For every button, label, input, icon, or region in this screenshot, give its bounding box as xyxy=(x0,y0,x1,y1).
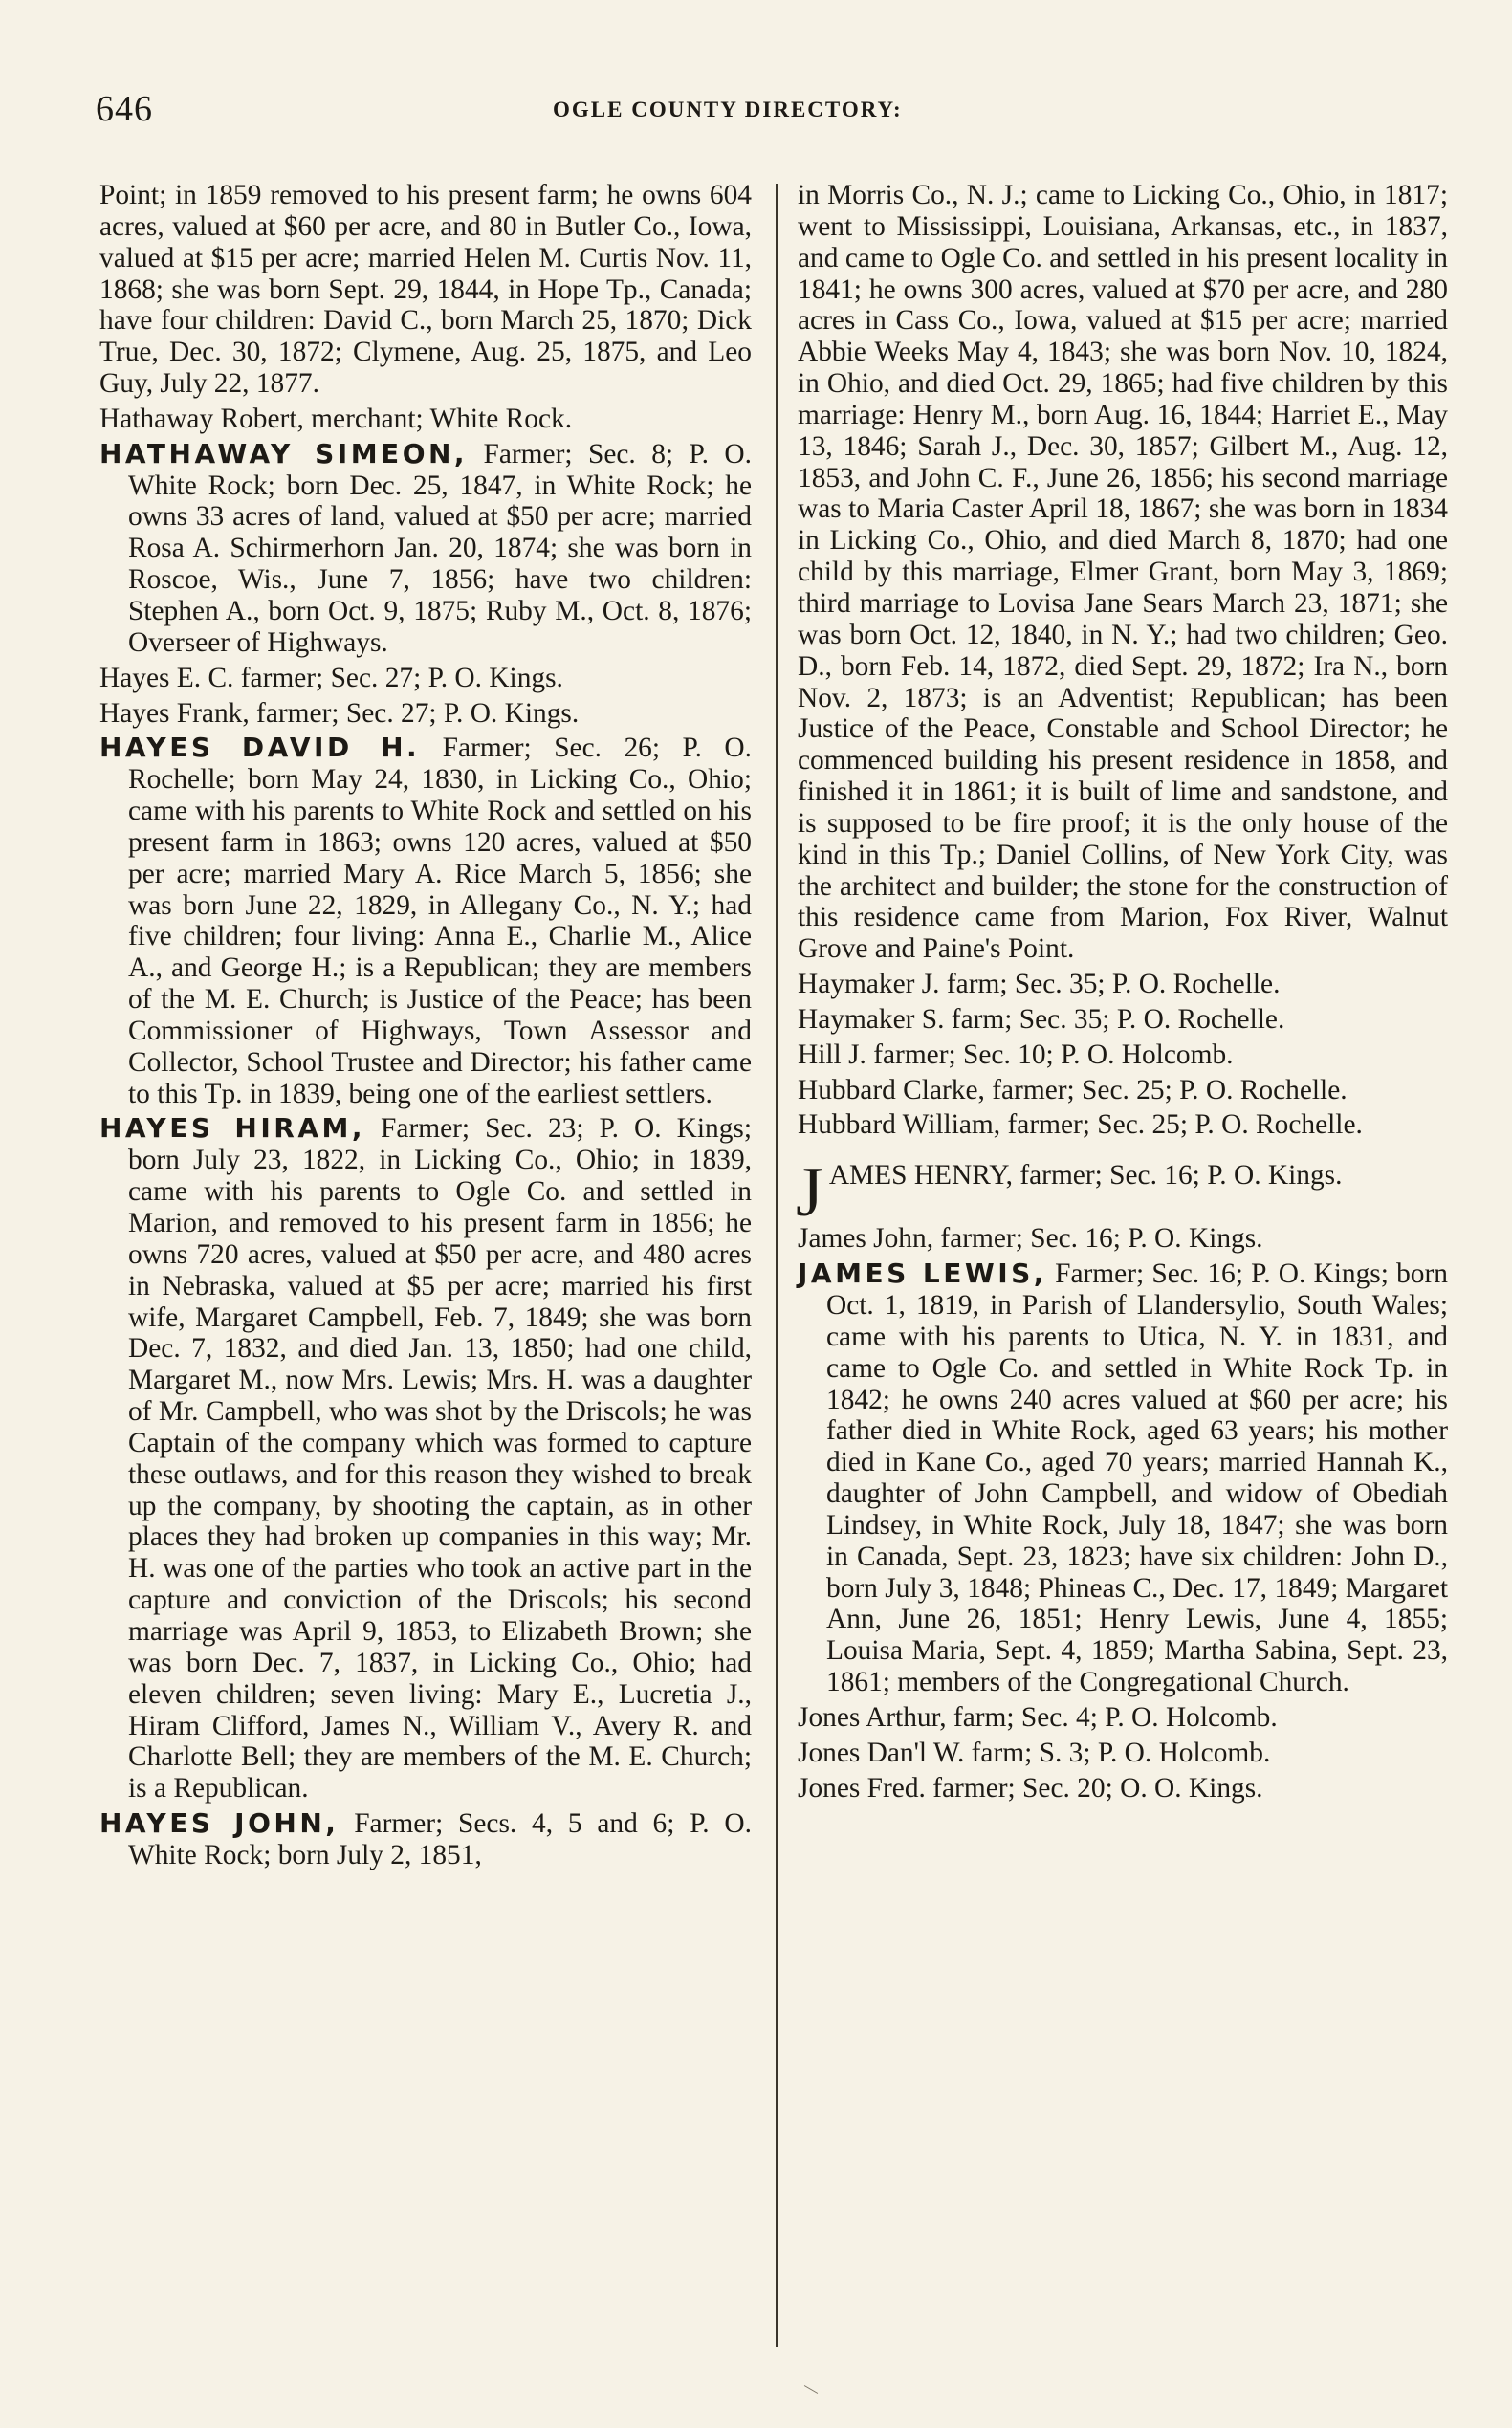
entry-name: JAMES LEWIS, xyxy=(798,1258,1047,1290)
entry-text: AMES HENRY, farmer; Sec. 16; P. O. Kings. xyxy=(828,1160,1343,1192)
entry-name: HATHAWAY SIMEON, xyxy=(99,437,469,470)
directory-entry xyxy=(798,1109,1448,1141)
directory-entry xyxy=(798,1223,1448,1255)
directory-entry xyxy=(99,698,752,730)
entry-text: Hill J. farmer; Sec. 10; P. O. Holcomb. xyxy=(798,1039,1234,1070)
running-head: OGLE COUNTY DIRECTORY: xyxy=(553,98,903,121)
entry-text: Haymaker S. farm; Sec. 35; P. O. Rochelle. xyxy=(798,1003,1285,1035)
letter-section-start xyxy=(796,1153,1448,1233)
directory-entry xyxy=(798,969,1448,1000)
right-column xyxy=(798,180,1448,1808)
directory-entry-featured xyxy=(99,733,752,1109)
entry-text: Jones Dan'l W. farm; S. 3; P. O. Holcomb. xyxy=(798,1737,1271,1768)
directory-entry xyxy=(99,663,752,694)
directory-entry xyxy=(798,1702,1448,1734)
entry-text: Haymaker J. farm; Sec. 35; P. O. Rochelle. xyxy=(798,969,1281,1000)
directory-entry xyxy=(798,1004,1448,1036)
directory-entry-featured xyxy=(99,1113,752,1805)
entry-text: Hubbard Clarke, farmer; Sec. 25; P. O. Rochelle. xyxy=(798,1074,1348,1105)
directory-entry-featured xyxy=(99,1808,752,1871)
entry-text: Hayes Frank, farmer; Sec. 27; P. O. Kings. xyxy=(99,697,580,729)
entry-text: Jones Arthur, farm; Sec. 4; P. O. Holcomb. xyxy=(798,1701,1278,1733)
directory-entry xyxy=(798,1738,1448,1769)
directory-entry-featured xyxy=(99,439,752,659)
entry-text: James John, farmer; Sec. 16; P. O. Kings. xyxy=(798,1223,1263,1255)
column-divider xyxy=(776,184,778,2347)
left-column xyxy=(99,180,752,1875)
entry-name: HAYES JOHN, xyxy=(99,1807,340,1840)
entry-text: Hubbard William, farmer; Sec. 25; P. O. Rochelle. xyxy=(798,1109,1363,1141)
continued-entry-text: in Morris Co., N. J.; came to Licking Co., Ohio, in 1817; went to Mississippi, Louisiana, Arkansas, etc., in 1837, and came to Ogle Co. and settled in his present locality in 1841; he owns 300 acres, valued at $70 per acre, and 280 acres in Cass Co., Iowa, valued at $15 per acre; married Abbie Weeks May 4, 1843; she was born Nov. 10, 1824, in Ohio, and died Oct. 29, 1865; had five children by this marriage: Henry M., born Aug. 16, 1844; Harriet E., May 13, 1846; Sarah J., Dec. 30, 1857; Gilbert M., Aug. 12, 1853, and John C. F., June 26, 1856; his second marriage was to Maria Caster April 18, 1867; she was born in 1834 in Licking Co., Ohio, and died March 8, 1870; had one child by this marriage, Elmer Grant, born May 3, 1869; third marriage to Lovisa Jane Sears March 23, 1871; she was born Oct. 12, 1840, in N. Y.; had two children; Geo. D., born Feb. 14, 1872, died Sept. 29, 1872; Ira N., born Nov. 2, 1873; is an Adventist; Republican; has been Justice of the Peace, Constable and School Director; he commenced building his present residence in 1858, and finished it in 1861; it is built of lime and sandstone, and is supposed to be fire proof; it is the only house of the kind in this Tp.; Daniel Collins, of New York City, was the architect and builder; the stone for the construction of this residence came from Marion, Fox River, Walnut Grove and Paine's Point. xyxy=(798,180,1448,965)
directory-entry xyxy=(99,404,752,435)
directory-entry xyxy=(798,1773,1448,1805)
drop-cap-letter: J xyxy=(796,1153,823,1233)
page-header xyxy=(96,88,1454,136)
entry-text: Jones Fred. farmer; Sec. 20; O. O. Kings. xyxy=(798,1772,1263,1804)
directory-entry-featured xyxy=(798,1258,1448,1698)
entry-text: Hathaway Robert, merchant; White Rock. xyxy=(99,403,573,434)
entry-text: Farmer; Secs. 4, 5 and 6; P. O. White Rock; born July 2, 1851, xyxy=(128,1808,752,1870)
continued-entry-text: Point; in 1859 removed to his present farm; he owns 604 acres, valued at $60 per acre, and 80 in Butler Co., Iowa, valued at $15 per acre; married Helen M. Curtis Nov. 11, 1868; she was born Sept. 29, 1844, in Hope Tp., Canada; have four children: David C., born March 25, 1870; Dick True, Dec. 30, 1872; Clymene, Aug. 25, 1875, and Leo Guy, July 22, 1877. xyxy=(99,180,752,400)
entry-name: HAYES DAVID H. xyxy=(99,732,421,764)
printer-mark xyxy=(804,2385,818,2394)
directory-entry xyxy=(798,1039,1448,1071)
entry-text: Farmer; Sec. 23; P. O. Kings; born July 23, 1822, in Licking Co., Ohio; in 1839, came with his parents to Ogle Co. and settled in Marion, and removed to his present farm in 1856; he owns 720 acres, valued at $50 per acre, and 480 acres in Nebraska, valued at $5 per acre; married his first wife, Margaret Campbell, Feb. 7, 1849; she was born Dec. 7, 1832, and died Jan. 13, 1850; had one child, Margaret M., now Mrs. Lewis; Mrs. H. was a daughter of Mr. Campbell, who was shot by the Driscols; he was Captain of the company which was formed to capture these outlaws, and for this reason they wished to break up the company, by shooting the captain, as in other places they had broken up companies in this way; Mr. H. was one of the parties who took an active part in the capture and conviction of the Driscols; his second marriage was April 9, 1853, to Elizabeth Brown; she was born Dec. 7, 1837, in Licking Co., Ohio; had eleven children; seven living: Mary E., Lucretia J., Hiram Clifford, James N., William V., Avery R. and Charlotte Bell; they are members of the M. E. Church; is a Republican. xyxy=(128,1113,752,1805)
entry-name: HAYES HIRAM, xyxy=(99,1112,366,1145)
directory-entry xyxy=(798,1075,1448,1106)
entry-text: Hayes E. C. farmer; Sec. 27; P. O. Kings. xyxy=(99,662,563,693)
entry-text: Farmer; Sec. 8; P. O. White Rock; born Dec. 25, 1847, in White Rock; he owns 33 acres of land, valued at $50 per acre; married Rosa A. Schirmerhorn Jan. 20, 1874; she was born in Roscoe, Wis., June 7, 1856; have two children: Stephen A., born Oct. 9, 1875; Ruby M., Oct. 8, 1876; Overseer of Highways. xyxy=(128,438,752,658)
entry-text: Farmer; Sec. 26; P. O. Rochelle; born May 24, 1830, in Licking Co., Ohio; came with his parents to White Rock and settled on his present farm in 1863; owns 120 acres, valued at $50 per acre; married Mary A. Rice March 5, 1856; she was born June 22, 1829, in Allegany Co., N. Y.; had five children; four living: Anna E., Charlie M., Alice A., and George H.; is a Republican; they are members of the M. E. Church; is Justice of the Peace; has been Commissioner of Highways, Town Assessor and Collector, School Trustee and Director; his father came to this Tp. in 1839, being one of the earliest settlers. xyxy=(128,733,753,1109)
entry-text: Farmer; Sec. 16; P. O. Kings; born Oct. 1, 1819, in Parish of Llandersylio, South Wales; came with his parents to Utica, N. Y. in 1831, and came to Ogle Co. and settled in White Rock Tp. in 1842; he owns 240 acres valued at $60 per acre; his father died in White Rock, aged 63 years; his mother died in Kane Co., aged 70 years; married Hannah K., daughter of John Campbell, and widow of Obediah Lindsey, in White Rock, July 18, 1847; she was born in Canada, Sept. 23, 1823; have six children: John D., born July 3, 1848; Phineas C., Dec. 17, 1849; Margaret Ann, June 26, 1851; Henry Lewis, June 4, 1855; Louisa Maria, Sept. 4, 1859; Martha Sabina, Sept. 23, 1861; members of the Congregational Church. xyxy=(826,1258,1448,1698)
page-number: 646 xyxy=(96,89,153,129)
